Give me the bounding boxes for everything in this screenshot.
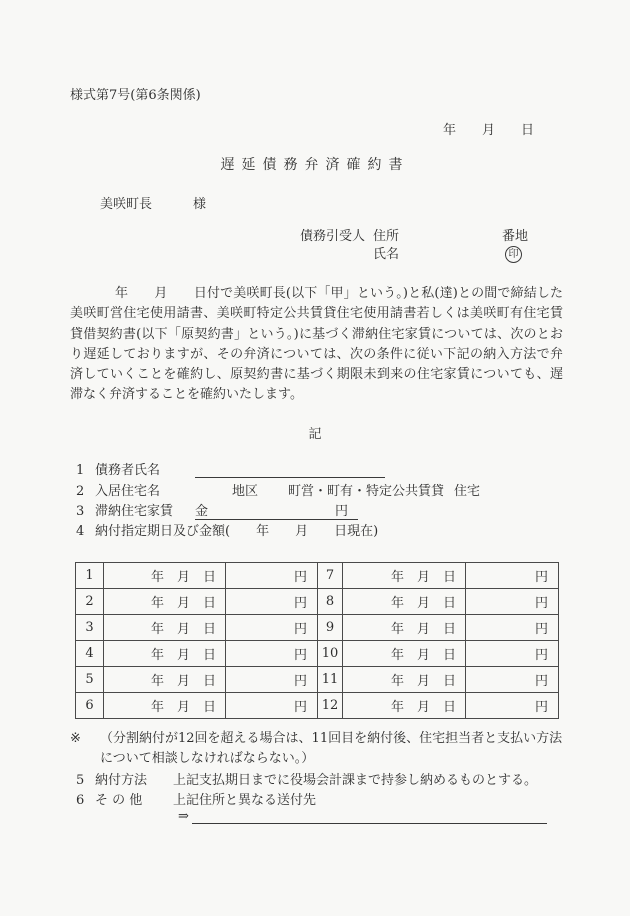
table-row — [76, 641, 559, 667]
due-date-cell: 年 月 日 — [343, 667, 466, 693]
seal-icon: 印 — [505, 246, 522, 263]
table-row — [76, 693, 559, 719]
installment-number: 2 — [76, 589, 104, 615]
table-row — [76, 667, 559, 693]
amount-cell: 円 — [466, 615, 559, 641]
address-suffix-label: 番地 — [502, 229, 529, 244]
item-number: 1 — [76, 463, 85, 478]
payment-method-text: 上記支払期日までに役場会計課まで持参し納めるものとする。 — [173, 773, 538, 788]
item-label: 滞納住宅家賃 — [95, 504, 174, 519]
installment-number: 10 — [318, 641, 343, 667]
item-number: 6 — [76, 793, 85, 808]
due-date-cell: 年 月 日 — [343, 641, 466, 667]
installment-number: 4 — [76, 641, 104, 667]
due-date-cell: 年 月 日 — [104, 563, 226, 589]
table-row — [76, 589, 559, 615]
due-date-cell: 年 月 日 — [104, 667, 226, 693]
note-block — [70, 729, 567, 768]
due-date-cell: 年 月 日 — [343, 589, 466, 615]
body-paragraph: 年 月 日付で美咲町長(以下「甲」という。)と私(達)との間で締結した美咲町営住宅使用請書、美咲町特定公共賃貸住宅使用請書若しくは美咲町有住宅賃貸借契約書(以下「原契約書」という。)に基づく滞納住宅家賃については、次のとおり遅延しておりますが、その弁済については、次の条件に従い下記の納入方法で弁済していくことを確約し、原契約書に基づく期限未到来の住宅家賃についても、遅滞なく弁済することを確約いたします。 — [70, 286, 563, 403]
due-date-cell: 年 月 日 — [343, 693, 466, 719]
arrears-amount-blank — [195, 500, 358, 520]
obligor-name-row — [373, 246, 528, 264]
item-number: 3 — [76, 504, 85, 519]
addressee-honorific: 様 — [193, 197, 207, 212]
installment-number: 9 — [318, 615, 343, 641]
ki-heading: 記 — [308, 427, 322, 442]
item-label: 入居住宅名 — [95, 484, 161, 499]
amount-cell: 円 — [466, 693, 559, 719]
item-debtor-name — [70, 459, 385, 478]
document-title: 遅延債務弁済確約書 — [220, 157, 410, 173]
item-payment-schedule — [70, 520, 378, 539]
item-number: 4 — [76, 524, 85, 539]
debtor-name-blank — [195, 459, 385, 478]
table-row — [76, 563, 559, 589]
payment-schedule-table — [75, 562, 559, 719]
installment-number: 5 — [76, 667, 104, 693]
installment-number: 1 — [76, 563, 104, 589]
item-number: 2 — [76, 484, 85, 499]
date-blank-line: 年 月 日 — [443, 123, 535, 138]
other-text: 上記住所と異なる送付先 — [173, 793, 317, 808]
installment-number: 6 — [76, 693, 104, 719]
item-other — [70, 789, 316, 808]
obligor-block — [300, 228, 528, 264]
item-residence-name — [70, 480, 480, 499]
currency-unit: 円 — [334, 504, 348, 519]
due-date-cell: 年 月 日 — [104, 589, 226, 615]
due-date-cell: 年 月 日 — [104, 641, 226, 667]
currency-prefix: 金 — [195, 504, 209, 519]
housing-type-options: 町営・町有・特定公共賃貸 — [288, 484, 445, 499]
item-label: そ の 他 — [95, 793, 143, 808]
amount-cell: 円 — [226, 563, 318, 589]
forwarding-address-line — [178, 807, 547, 824]
installment-number: 8 — [318, 589, 343, 615]
amount-cell: 円 — [226, 641, 318, 667]
due-date-cell: 年 月 日 — [343, 563, 466, 589]
arrow-icon: ⇒ — [178, 809, 189, 824]
housing-suffix: 住宅 — [454, 484, 481, 499]
item-label: 納付指定期日及び金額( 年 月 日現在) — [95, 524, 379, 539]
forwarding-address-blank — [192, 807, 547, 824]
address-label: 住所 — [373, 229, 400, 244]
item-label: 債務者氏名 — [95, 463, 161, 478]
amount-cell: 円 — [226, 693, 318, 719]
item-arrears-amount — [70, 500, 358, 520]
installment-number: 7 — [318, 563, 343, 589]
note-text: （分割納付が12回を超える場合は、11回目を納付後、住宅担当者と支払い方法について相談しなければならない。） — [100, 731, 563, 766]
amount-cell: 円 — [466, 563, 559, 589]
amount-cell: 円 — [226, 615, 318, 641]
addressee-name: 美咲町長 — [100, 197, 153, 212]
name-label: 氏名 — [373, 247, 400, 262]
item-label: 納付方法 — [95, 773, 148, 788]
due-date-cell: 年 月 日 — [343, 615, 466, 641]
note-mark: ※ — [70, 731, 81, 746]
addressee-line — [100, 193, 206, 212]
item-number: 5 — [76, 773, 85, 788]
amount-cell: 円 — [466, 589, 559, 615]
amount-cell: 円 — [226, 667, 318, 693]
district-label: 地区 — [232, 484, 259, 499]
amount-cell: 円 — [466, 641, 559, 667]
form-number: 様式第7号(第6条関係) — [70, 88, 201, 103]
table-row — [76, 615, 559, 641]
obligor-role-label: 債務引受人 — [300, 229, 366, 244]
installment-number: 12 — [318, 693, 343, 719]
installment-number: 11 — [318, 667, 343, 693]
item-payment-method — [70, 769, 537, 788]
amount-cell: 円 — [466, 667, 559, 693]
obligor-address-row — [300, 228, 528, 246]
due-date-cell: 年 月 日 — [104, 693, 226, 719]
installment-number: 3 — [76, 615, 104, 641]
amount-cell: 円 — [226, 589, 318, 615]
due-date-cell: 年 月 日 — [104, 615, 226, 641]
